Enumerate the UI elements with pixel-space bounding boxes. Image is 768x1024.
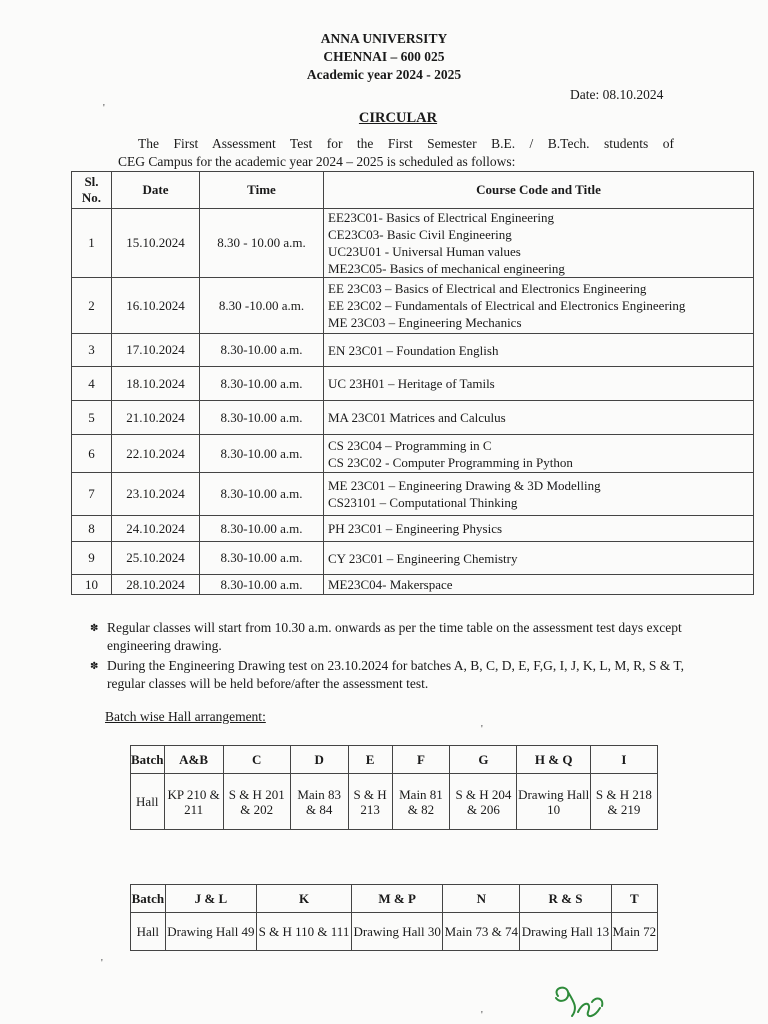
date-header: Date	[112, 172, 200, 209]
schedule-row	[72, 209, 754, 278]
course-cell	[324, 516, 754, 542]
batch-cell: T	[611, 885, 657, 913]
hall-cell: Main 83 & 84	[290, 774, 348, 830]
scan-mark: '	[481, 724, 483, 735]
time-cell: 8.30-10.00 a.m.	[200, 542, 324, 575]
course-line: PH 23C01 – Engineering Physics	[328, 521, 503, 536]
course-line: UC 23H01 – Heritage of Tamils	[328, 376, 495, 391]
hall-cell: Main 73 & 74	[443, 913, 520, 951]
batch-row	[131, 885, 658, 913]
sl-no-cell: 3	[72, 334, 112, 367]
batch-cell: H & Q	[517, 746, 590, 774]
batch-row	[131, 746, 658, 774]
course-line: EE23C01- Basics of Electrical Engineering	[328, 210, 554, 225]
course-cell	[324, 209, 754, 278]
university-city: CHENNAI – 600 025	[323, 49, 445, 64]
sl-no-cell: 1	[72, 209, 112, 278]
course-line: EE 23C02 – Fundamentals of Electrical and Electronics Engineering	[328, 298, 686, 313]
university-name: ANNA UNIVERSITY	[320, 31, 448, 46]
schedule-row	[72, 473, 754, 516]
circular-date: Date: 08.10.2024	[570, 87, 664, 102]
bullet-icon: ✽	[90, 661, 99, 672]
sl-no-cell: 4	[72, 367, 112, 401]
batch-cell: I	[590, 746, 657, 774]
course-header: Course Code and Title	[324, 172, 754, 209]
hall-label: Hall	[131, 913, 166, 951]
schedule-row	[72, 334, 754, 367]
sl-no-cell: 7	[72, 473, 112, 516]
academic-year: Academic year 2024 - 2025	[306, 67, 462, 82]
sl-no-cell: 8	[72, 516, 112, 542]
schedule-row	[72, 367, 754, 401]
course-cell	[324, 473, 754, 516]
scan-mark: '	[101, 958, 103, 969]
bullet-icon: ✽	[90, 623, 99, 634]
time-cell: 8.30-10.00 a.m.	[200, 575, 324, 595]
time-cell: 8.30-10.00 a.m.	[200, 435, 324, 473]
date-cell: 16.10.2024	[112, 278, 200, 334]
batch-hall-heading: Batch wise Hall arrangement:	[105, 709, 266, 724]
course-line: UC23U01 - Universal Human values	[328, 244, 521, 259]
course-line: ME 23C01 – Engineering Drawing & 3D Modelling	[328, 478, 601, 493]
batch-cell: N	[443, 885, 520, 913]
batch-cell: E	[348, 746, 392, 774]
course-cell	[324, 334, 754, 367]
date-cell: 18.10.2024	[112, 367, 200, 401]
batch-cell: G	[450, 746, 517, 774]
hall-cell: S & H 201 & 202	[223, 774, 290, 830]
batch-label: Batch	[131, 746, 165, 774]
hall-cell: KP 210 & 211	[164, 774, 223, 830]
time-cell: 8.30-10.00 a.m.	[200, 473, 324, 516]
course-cell	[324, 435, 754, 473]
hall-cell: S & H 110 & 111	[257, 913, 352, 951]
time-cell: 8.30 -10.00 a.m.	[200, 278, 324, 334]
schedule-row	[72, 435, 754, 473]
intro-text-line-1: The First Assessment Test for the First Semester B.E. / B.Tech. students of	[138, 136, 674, 151]
notes-list	[90, 619, 720, 695]
time-cell: 8.30-10.00 a.m.	[200, 367, 324, 401]
schedule-row	[72, 516, 754, 542]
hall-arrangement-table-2	[130, 884, 658, 951]
signature-mark	[548, 982, 612, 1022]
course-cell	[324, 367, 754, 401]
course-cell	[324, 575, 754, 595]
course-line: CY 23C01 – Engineering Chemistry	[328, 550, 518, 566]
time-cell: 8.30-10.00 a.m.	[200, 401, 324, 435]
hall-label: Hall	[131, 774, 165, 830]
hall-row	[131, 913, 658, 951]
date-cell: 25.10.2024	[112, 542, 200, 575]
hall-cell: Drawing Hall 30	[351, 913, 442, 951]
batch-label: Batch	[131, 885, 166, 913]
time-cell: 8.30 - 10.00 a.m.	[200, 209, 324, 278]
hall-cell: S & H 213	[348, 774, 392, 830]
batch-cell: R & S	[520, 885, 611, 913]
course-line: EE 23C03 – Basics of Electrical and Electronics Engineering	[328, 281, 647, 296]
course-line: ME23C04- Makerspace	[328, 577, 453, 592]
date-cell: 22.10.2024	[112, 435, 200, 473]
sl-no-cell: 9	[72, 542, 112, 575]
hall-cell: S & H 204 & 206	[450, 774, 517, 830]
hall-cell: Main 81 & 82	[392, 774, 450, 830]
batch-cell: D	[290, 746, 348, 774]
scan-mark: '	[481, 1010, 483, 1021]
date-cell: 17.10.2024	[112, 334, 200, 367]
time-header: Time	[200, 172, 324, 209]
course-cell	[324, 542, 754, 575]
date-cell: 24.10.2024	[112, 516, 200, 542]
date-cell: 23.10.2024	[112, 473, 200, 516]
time-cell: 8.30-10.00 a.m.	[200, 516, 324, 542]
hall-cell: Drawing Hall 49	[165, 913, 256, 951]
scan-mark: '	[103, 103, 105, 114]
schedule-row	[72, 401, 754, 435]
sl-no-header: Sl. No.	[72, 172, 112, 209]
course-line: CE23C03- Basic Civil Engineering	[328, 227, 512, 242]
batch-cell: A&B	[164, 746, 223, 774]
time-cell: 8.30-10.00 a.m.	[200, 334, 324, 367]
circular-title: CIRCULAR	[358, 110, 438, 126]
course-cell	[324, 401, 754, 435]
note-text: During the Engineering Drawing test on 23.10.2024 for batches A, B, C, D, E, F,G, I, J, K, L, M, R, S & T, regular classes will be held before/after the assessment test.	[107, 658, 684, 691]
hall-row	[131, 774, 658, 830]
sl-no-cell: 5	[72, 401, 112, 435]
sl-no-cell: 10	[72, 575, 112, 595]
course-line: MA 23C01 Matrices and Calculus	[328, 410, 506, 425]
date-cell: 28.10.2024	[112, 575, 200, 595]
batch-cell: J & L	[165, 885, 256, 913]
date-cell: 15.10.2024	[112, 209, 200, 278]
schedule-row	[72, 542, 754, 575]
course-cell	[324, 278, 754, 334]
course-line: EN 23C01 – Foundation English	[328, 342, 499, 358]
note-item	[90, 657, 720, 693]
batch-cell: M & P	[351, 885, 442, 913]
schedule-header-row	[72, 172, 754, 209]
hall-cell: Drawing Hall 13	[520, 913, 611, 951]
intro-text-line-2: CEG Campus for the academic year 2024 – 2025 is scheduled as follows:	[118, 154, 516, 169]
hall-cell: Main 72	[611, 913, 657, 951]
sl-no-cell: 2	[72, 278, 112, 334]
date-cell: 21.10.2024	[112, 401, 200, 435]
batch-cell: K	[257, 885, 352, 913]
hall-cell: Drawing Hall 10	[517, 774, 590, 830]
note-item	[90, 619, 720, 655]
course-line: ME 23C03 – Engineering Mechanics	[328, 315, 522, 330]
course-line: CS23101 – Computational Thinking	[328, 495, 518, 510]
course-line: ME23C05- Basics of mechanical engineering	[328, 261, 565, 276]
hall-cell: S & H 218 & 219	[590, 774, 657, 830]
course-line: CS 23C04 – Programming in C	[328, 437, 492, 453]
note-text: Regular classes will start from 10.30 a.m. onwards as per the time table on the assessment test days except engineering drawing.	[107, 620, 682, 653]
course-line: CS 23C02 - Computer Programming in Python	[328, 454, 573, 470]
hall-arrangement-table-1	[130, 745, 658, 830]
batch-cell: C	[223, 746, 290, 774]
schedule-row	[72, 278, 754, 334]
schedule-row	[72, 575, 754, 595]
assessment-schedule-table	[71, 171, 754, 595]
sl-no-cell: 6	[72, 435, 112, 473]
batch-cell: F	[392, 746, 450, 774]
